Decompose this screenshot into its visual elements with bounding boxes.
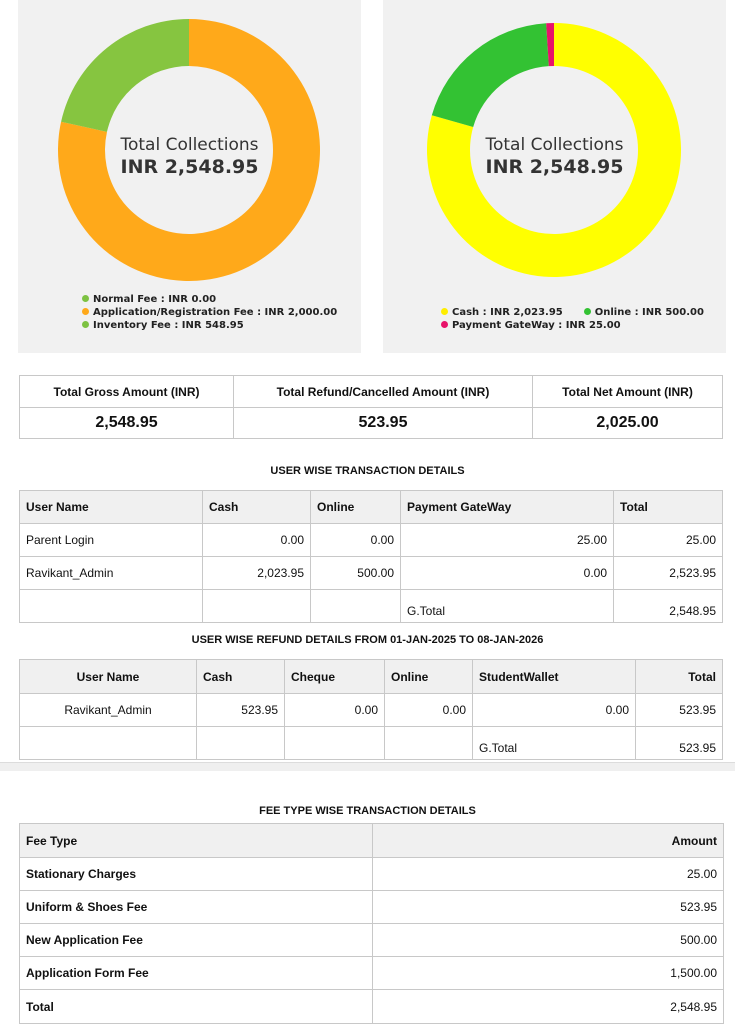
col-user-name: User Name <box>20 660 197 694</box>
grand-total-row <box>20 590 723 623</box>
summary-value-net: 2,025.00 <box>533 408 723 439</box>
col-total: Total <box>614 491 723 524</box>
fee-slice-inventory-fee[interactable] <box>61 19 189 132</box>
donut-center-title: Total Collections <box>485 135 624 155</box>
legend-dot-icon <box>441 321 448 328</box>
col-cash: Cash <box>203 491 311 524</box>
col-cash: Cash <box>197 660 285 694</box>
cell-amount: 500.00 <box>373 924 724 957</box>
legend-label: Application/Registration Fee : INR 2,000.00 <box>93 307 338 318</box>
table-row <box>20 924 724 957</box>
payment-mode-legend <box>441 306 704 332</box>
legend-label: Inventory Fee : INR 548.95 <box>93 320 244 331</box>
summary-header-gross: Total Gross Amount (INR) <box>20 376 234 408</box>
cell-user-name: Ravikant_Admin <box>20 694 197 727</box>
cell-user-name: Parent Login <box>20 524 203 557</box>
user-transaction-title: USER WISE TRANSACTION DETAILS <box>270 465 465 477</box>
legend-item-normal-fee[interactable] <box>82 293 337 306</box>
table-row <box>20 891 724 924</box>
cell-total: 2,523.95 <box>614 557 723 590</box>
fee-type-table <box>19 823 724 1024</box>
cell-user-name: Ravikant_Admin <box>20 557 203 590</box>
legend-item-cash[interactable] <box>441 307 563 318</box>
table-row <box>20 957 724 990</box>
legend-label: Normal Fee : INR 0.00 <box>93 294 217 305</box>
table-row <box>20 524 723 557</box>
col-payment-gateway: Payment GateWay <box>401 491 614 524</box>
legend-dot-icon <box>441 308 448 315</box>
donut-center-title: Total Collections <box>120 135 259 155</box>
legend-label: Payment GateWay : INR 25.00 <box>452 320 621 331</box>
col-cheque: Cheque <box>285 660 385 694</box>
gtotal-value: 2,548.95 <box>614 590 723 623</box>
fee-legend <box>82 293 337 332</box>
cell-fee-type: Uniform & Shoes Fee <box>20 891 373 924</box>
cell-fee-type: Total <box>20 990 373 1024</box>
legend-item-online[interactable] <box>584 307 704 318</box>
amount-summary-table <box>19 375 723 439</box>
donut-center-value: INR 2,548.95 <box>485 156 624 178</box>
cell-cash: 523.95 <box>197 694 285 727</box>
cell-fee-type: Stationary Charges <box>20 858 373 891</box>
cell-payment-gateway: 0.00 <box>401 557 614 590</box>
legend-label: Online : INR 500.00 <box>594 307 704 318</box>
collections-by-fee-panel <box>18 0 361 353</box>
cell-cash: 0.00 <box>203 524 311 557</box>
cell-fee-type: Application Form Fee <box>20 957 373 990</box>
legend-dot-icon <box>584 308 591 315</box>
summary-header-net: Total Net Amount (INR) <box>533 376 723 408</box>
legend-label: Cash : INR 2,023.95 <box>452 307 563 318</box>
user-refund-table <box>19 659 723 760</box>
cell-online: 500.00 <box>311 557 401 590</box>
col-amount: Amount <box>373 824 724 858</box>
legend-dot-icon <box>82 308 89 315</box>
legend-item-payment-gateway[interactable] <box>441 319 704 332</box>
cell-amount: 2,548.95 <box>373 990 724 1024</box>
col-online: Online <box>311 491 401 524</box>
fee-type-title: FEE TYPE WISE TRANSACTION DETAILS <box>259 805 476 817</box>
donut-center-value: INR 2,548.95 <box>120 156 259 178</box>
gtotal-label: G.Total <box>473 727 636 760</box>
legend-dot-icon <box>82 321 89 328</box>
grand-total-row <box>20 727 723 760</box>
cell-amount: 1,500.00 <box>373 957 724 990</box>
gtotal-label: G.Total <box>401 590 614 623</box>
table-row <box>20 858 724 891</box>
cell-student-wallet: 0.00 <box>473 694 636 727</box>
cell-cash: 2,023.95 <box>203 557 311 590</box>
cell-amount: 523.95 <box>373 891 724 924</box>
col-user-name: User Name <box>20 491 203 524</box>
col-student-wallet: StudentWallet <box>473 660 636 694</box>
cell-cheque: 0.00 <box>285 694 385 727</box>
summary-value-gross: 2,548.95 <box>20 408 234 439</box>
col-online: Online <box>385 660 473 694</box>
cell-total: 25.00 <box>614 524 723 557</box>
total-row <box>20 990 724 1024</box>
cell-online: 0.00 <box>311 524 401 557</box>
cell-amount: 25.00 <box>373 858 724 891</box>
user-transaction-table <box>19 490 723 623</box>
section-divider <box>0 762 735 771</box>
legend-dot-icon <box>82 295 89 302</box>
cell-online: 0.00 <box>385 694 473 727</box>
cell-payment-gateway: 25.00 <box>401 524 614 557</box>
collections-by-mode-panel <box>383 0 726 353</box>
cell-total: 523.95 <box>636 694 723 727</box>
user-refund-title: USER WISE REFUND DETAILS FROM 01-JAN-2025 TO 08-JAN-2026 <box>191 634 544 646</box>
mode-slice-online[interactable] <box>432 23 549 127</box>
summary-value-refund: 523.95 <box>234 408 533 439</box>
summary-header-refund: Total Refund/Cancelled Amount (INR) <box>234 376 533 408</box>
cell-fee-type: New Application Fee <box>20 924 373 957</box>
table-row <box>20 694 723 727</box>
legend-item-inventory-fee[interactable] <box>82 319 337 332</box>
col-fee-type: Fee Type <box>20 824 373 858</box>
gtotal-value: 523.95 <box>636 727 723 760</box>
table-row <box>20 557 723 590</box>
col-total: Total <box>636 660 723 694</box>
legend-item-application-fee[interactable] <box>82 306 337 319</box>
